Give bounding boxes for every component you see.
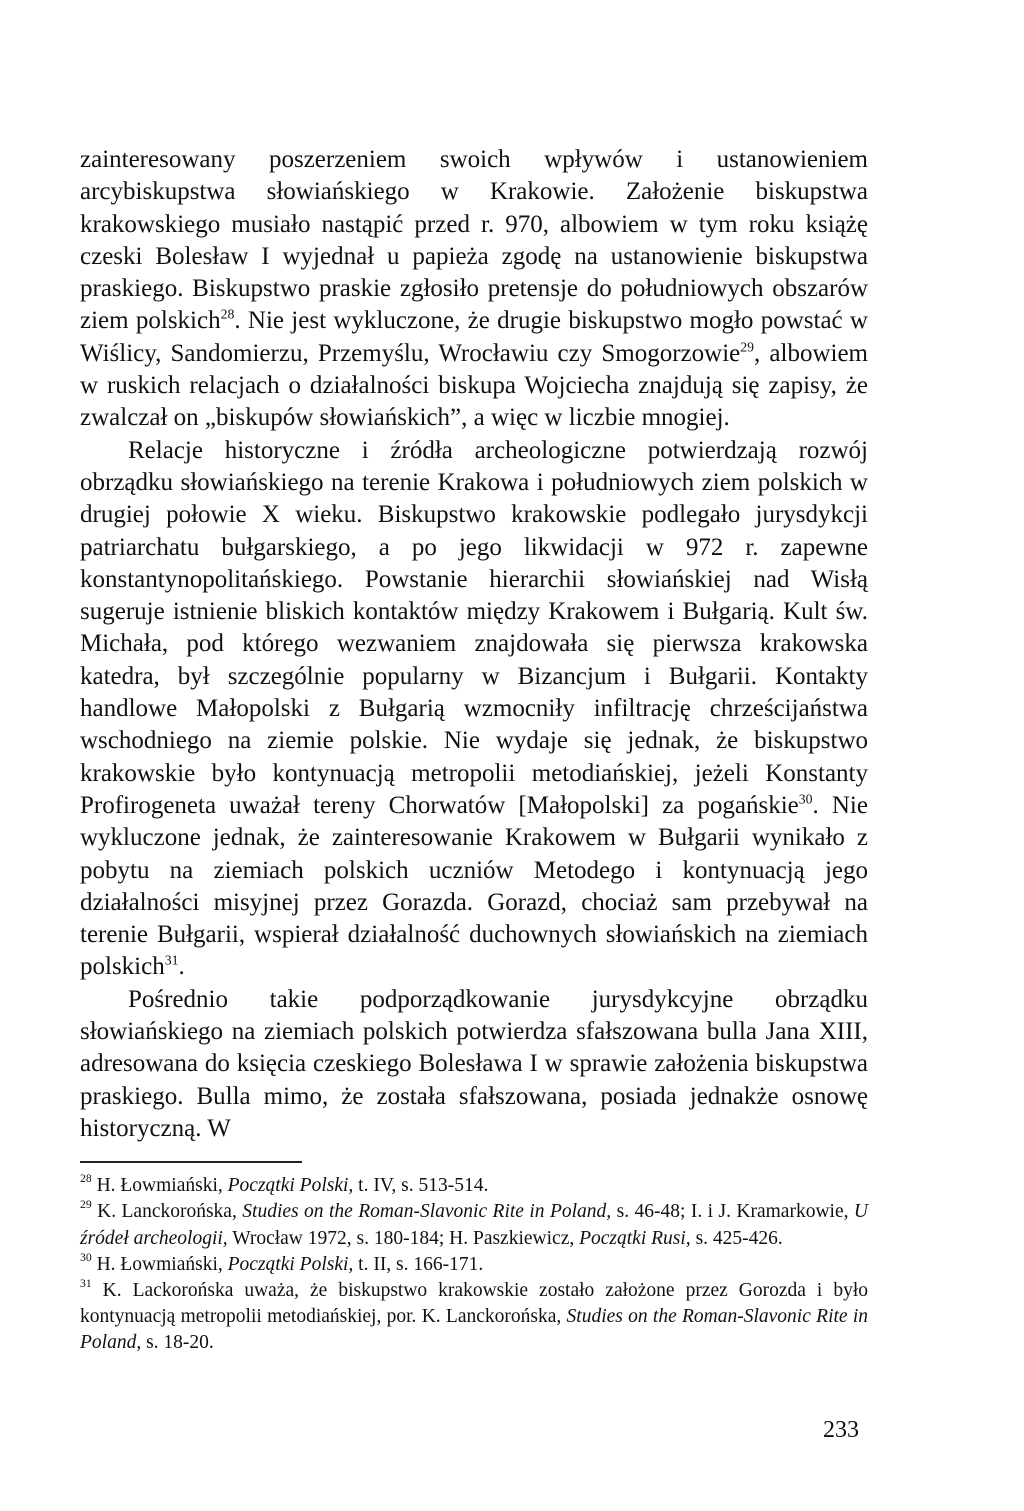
- paragraph: zainteresowany poszerzeniem swoich wpływów i ustanowieniem arcybiskupstwa słowiańskiego w Krakowie. Założenie biskupstwa krakowskiego musiało nastąpić przed r. 970, albowiem w tym roku książę czeski Bolesław I wyjednał u papieża zgodę na ustanowienie biskupstwa praskiego. Biskupstwo praskie zgłosiło pretensje do południowych obszarów ziem polskich$^{28}$. Nie jest wykluczone, że drugie biskupstwo mogło powstać w Wiślicy, Sandomierzu, Przemyślu, Wrocławiu czy Smogorzowie$^{29}$, albowiem w ruskich relacjach o działalności biskupa Wojciecha znajdują się zapisy, że zwalczał on „biskupów słowiańskich”, a więc w liczbie mnogiej.: [80, 146, 868, 432]
- book-page: [80, 144, 868, 1357]
- footnote: $^{29}$ K. Lanckorońska, Studies on the Roman-Slavonic Rite in Poland, s. 46-48; I. i J. Kramarkowie, U źródeł archeologii, Wrocław 1972, s. 180-184; H. Paszkiewicz, Początki Rusi, s. 425-426.: [80, 1198, 869, 1249]
- paragraph: Relacje historyczne i źródła archeologiczne potwierdzają rozwój obrządku słowiańskiego na terenie Krakowa i południowych ziem polskich w drugiej połowie X wieku. Biskupstwo krakowskie podlegało jurysdykcji patriarchatu bułgarskiego, a po jego likwidacji w 972 r. zapewne konstantynopolitańskiego. Powstanie hierarchii słowiańskiej nad Wisłą sugeruje istnienie bliskich kontaktów między Krakowem i Bułgarią. Kult św. Michała, pod którego wezwaniem znajdowała się pierwsza krakowska katedra, był szczególnie popularny w Bizancjum i Bułgarii. Kontakty handlowe Małopolski z Bułgarią wzmocniły infiltrację chrześcijaństwa wschodniego na ziemie polskie. Nie wydaje się jednak, że biskupstwo krakowskie było kontynuacją metropolii metodiańskiej, jeżeli Konstanty Profirogeneta uważał tereny Chorwatów [Małopolski] za pogańskie$^{30}$. Nie wykluczone jednak, że zainteresowanie Krakowem w Bułgarii wynikało z pobytu na ziemiach polskich uczniów Metodego i kontynuacją jego działalności misyjnej przez Gorazda. Gorazd, chociaż sam przebywał na terenie Bułgarii, wspierał działalność duchownych słowiańskich na ziemiach polskich$^{31}$.: [80, 436, 868, 981]
- italic-title: Początki Polski,: [227, 1253, 354, 1275]
- italic-title: Studies on the Roman-Slavonic Rite in Poland,: [80, 1306, 868, 1354]
- footnote-ref: 30: [798, 791, 813, 807]
- footnote: $^{30}$ H. Łowmiański, Początki Polski, t. II, s. 166-171.: [80, 1251, 484, 1275]
- footnote: $^{28}$ H. Łowmiański, Początki Polski, t. IV, s. 513-514.: [80, 1172, 489, 1197]
- footnote-number: 31: [80, 1277, 92, 1291]
- italic-title: Początki Polski,: [227, 1175, 354, 1197]
- footnote-ref: 29: [740, 339, 754, 355]
- italic-title: Początki Rusi,: [579, 1227, 691, 1249]
- footnote-ref: 31: [164, 952, 179, 968]
- footnotes: [80, 1173, 868, 1356]
- footnote-separator: [80, 1161, 302, 1163]
- paragraph: Pośrednio takie podporządkowanie jurysdykcyjne obrządku słowiańskiego na ziemiach polskich potwierdza sfałszowana bulla Jana XIII, adresowana do księcia czeskiego Bolesława I w sprawie założenia biskupstwa praskiego. Bulla mimo, że została sfałszowana, posiada jednakże osnowę historyczną. W: [80, 985, 868, 1142]
- italic-title: U źródeł archeologii,: [80, 1201, 869, 1249]
- italic-title: Studies on the Roman-Slavonic Rite in Poland,: [242, 1201, 612, 1223]
- footnote-number: 30: [80, 1251, 92, 1265]
- footnote-number: 28: [80, 1172, 92, 1186]
- footnote-number: 29: [80, 1198, 92, 1212]
- page-number: 233: [823, 1417, 859, 1443]
- main-text: [80, 144, 868, 1145]
- footnote-ref: 28: [220, 306, 235, 322]
- footnote: $^{31}$ K. Lackorońska uważa, że biskupstwo krakowskie zostało założone przez Gorozda i było kontynuacją metropolii metodiańskiej, por. K. Lanckorońska, Studies on the Roman-Slavonic Rite in Poland, s. 18-20.: [80, 1277, 868, 1354]
